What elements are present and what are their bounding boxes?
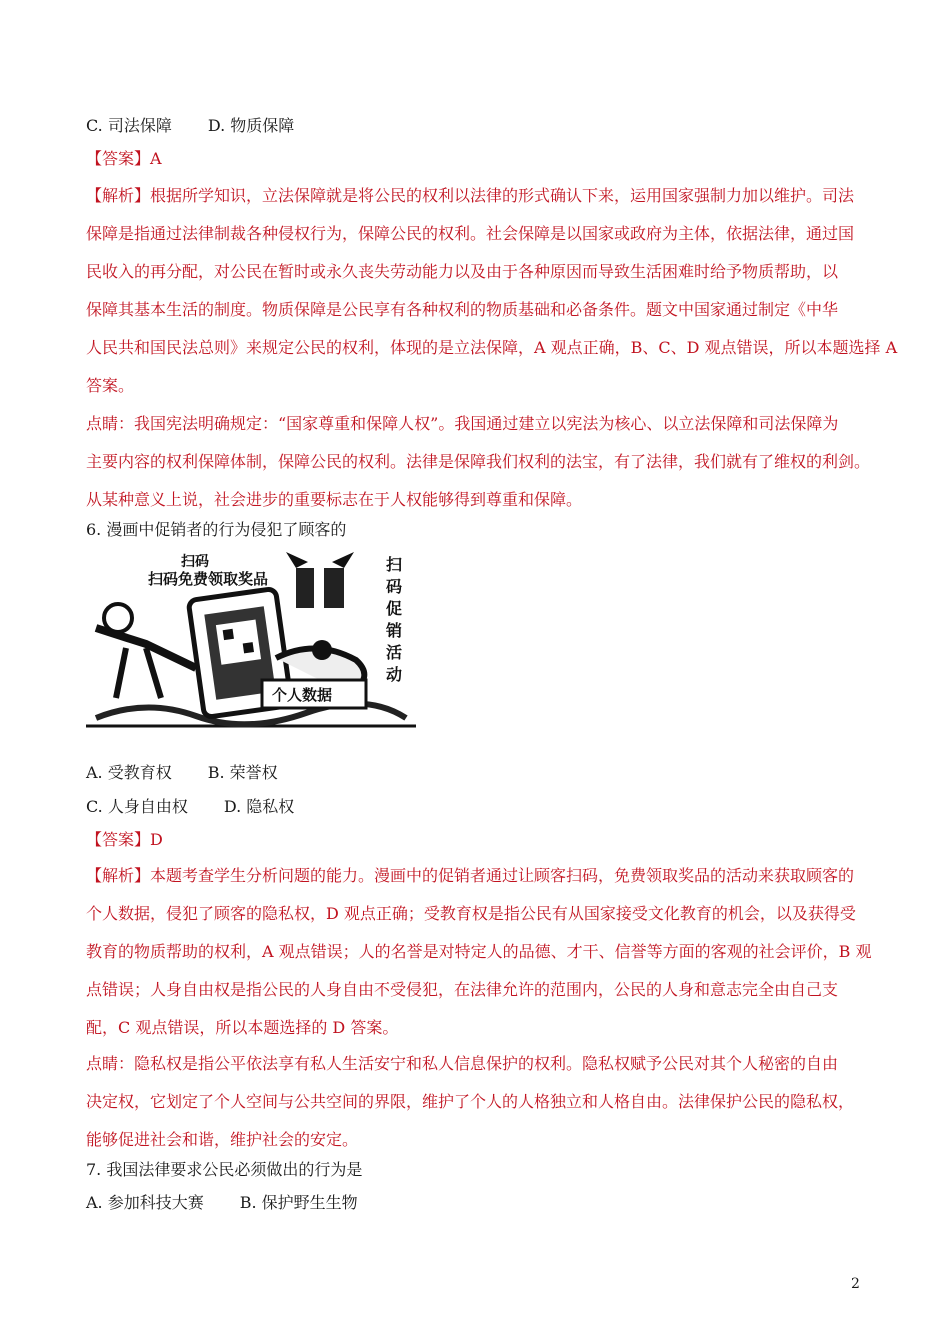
q6-question: 6. 漫画中促销者的行为侵犯了顾客的: [86, 520, 347, 539]
q5-tip-line-3: 从某种意义上说，社会进步的重要标志在于人权能够得到尊重和保障。: [86, 490, 583, 509]
q6-option-c: C. 人身自由权: [86, 797, 188, 816]
svg-text:动: 动: [386, 665, 403, 684]
q6-options-ab: [86, 763, 278, 783]
q5-option-d: D. 物质保障: [207, 116, 295, 135]
q5-option-c: C. 司法保障: [86, 116, 172, 135]
svg-text:销: 销: [386, 621, 403, 640]
q7-options-ab: [86, 1193, 358, 1213]
q6-answer-label: 【答案】: [86, 830, 151, 849]
q6-analysis-label: 【解析】: [86, 866, 151, 885]
q5-analysis-line-2: 保障是指通过法律制裁各种侵权行为，保障公民的权利。社会保障是以国家或政府为主体，依据法律，通过国: [86, 224, 855, 243]
q7-option-b: B. 保护野生生物: [239, 1193, 358, 1212]
q6-option-d: D. 隐私权: [223, 797, 295, 816]
q5-tip-line-1: 点睛：我国宪法明确规定：“国家尊重和保障人权”。我国通过建立以宪法为核心、以立法保障和司法保障为: [86, 414, 839, 433]
q5-analysis-line-3: 民收入的再分配，对公民在暂时或永久丧失劳动能力以及由于各种原因而导致生活困难时给予物质帮助，以: [86, 262, 839, 281]
q6-tip-line-1: 点睛：隐私权是指公平依法享有私人生活安宁和私人信息保护的权利。隐私权赋予公民对其个人秘密的自由: [86, 1054, 839, 1073]
q5-answer-value: A: [150, 149, 162, 168]
q5-analysis-label: 【解析】: [86, 186, 151, 205]
svg-text:扫码: 扫码: [181, 554, 209, 570]
q6-cartoon-image: [86, 548, 416, 730]
q6-option-b: B. 荣誉权: [207, 763, 278, 782]
page-number: 2: [851, 1276, 860, 1292]
svg-text:码: 码: [386, 577, 403, 596]
q5-analysis-line-5: 人民共和国民法总则》来规定公民的权利，体现的是立法保障，A 观点正确，B、C、D 观点错误，所以本题选择 A: [86, 338, 898, 357]
q6-answer-value: D: [150, 830, 163, 849]
svg-text:促: 促: [386, 599, 403, 618]
q6-analysis-line-5: 配，C 观点错误，所以本题选择的 D 答案。: [86, 1018, 399, 1037]
q5-options-cd: [86, 116, 294, 136]
q6-analysis-line-3: 教育的物质帮助的权利，A 观点错误；人的名誉是对特定人的品德、才干、信誉等方面的客观的社会评价，B 观: [86, 942, 872, 961]
q5-answer: [86, 149, 162, 169]
q6-options-cd: [86, 797, 294, 817]
q6-analysis-line-4: 点错误；人身自由权是指公民的人身自由不受侵犯，在法律允许的范围内，公民的人身和意志完全由自己支: [86, 980, 839, 999]
svg-text:扫: 扫: [386, 555, 403, 574]
q6-option-a: A. 受教育权: [86, 763, 172, 782]
svg-text:活: 活: [386, 643, 403, 662]
q5-answer-label: 【答案】: [86, 149, 151, 168]
cartoon-banner: 扫码免费领取奖品: [148, 570, 269, 588]
q5-analysis-line-6: 答案。: [86, 376, 135, 395]
q5-tip-line-2: 主要内容的权利保障体制，保障公民的权利。法律是保障我们权利的法宝，有了法律，我们就有了维权的利剑。: [86, 452, 871, 471]
q6-tip-line-3: 能够促进社会和谐，维护社会的安定。: [86, 1130, 359, 1149]
q7-option-a: A. 参加科技大赛: [86, 1193, 204, 1212]
q5-analysis-line-1: 【解析】根据所学知识，立法保障就是将公民的权利以法律的形式确认下来，运用国家强制力加以维护。司法: [86, 186, 855, 205]
q6-answer: [86, 830, 163, 850]
q5-analysis-line-4: 保障其基本生活的制度。物质保障是公民享有各种权利的物质基础和必备条件。题文中国家通过制定《中华: [86, 300, 839, 319]
q6-analysis-line-2: 个人数据，侵犯了顾客的隐私权，D 观点正确；受教育权是指公民有从国家接受文化教育的机会，以及获得受: [86, 904, 856, 923]
q6-tip-line-2: 决定权，它划定了个人空间与公共空间的界限，维护了个人的人格独立和人格自由。法律保护公民的隐私权，: [86, 1092, 855, 1111]
q7-question: 7. 我国法律要求公民必须做出的行为是: [86, 1160, 363, 1179]
q6-analysis-line-1: 【解析】本题考查学生分析问题的能力。漫画中的促销者通过让顾客扫码，免费领取奖品的活动来获取顾客的: [86, 866, 855, 885]
cartoon-doc-text: 个人数据: [272, 686, 333, 704]
